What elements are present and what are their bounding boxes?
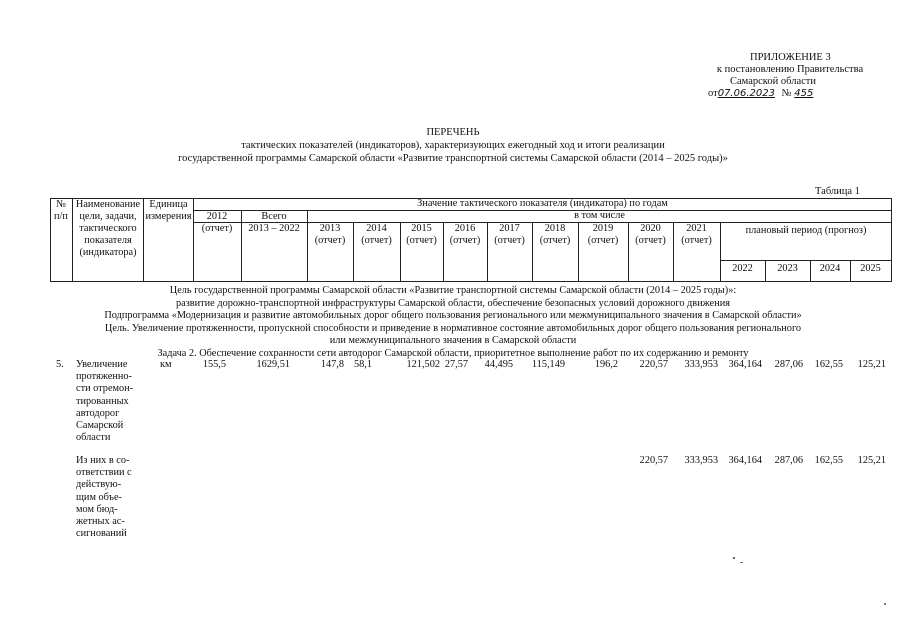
value-cell: 364,164 (728, 359, 762, 370)
table-header (50, 198, 892, 282)
goal-line-2: развитие дорожно-транспортной инфраструктуры Самарской области, обеспечение безопасных условий дорожного движения (176, 297, 730, 309)
scan-speck (740, 562, 743, 563)
header-plan-2025: 2025 (860, 263, 881, 274)
value-cell: 115,149 (531, 359, 565, 370)
header-plan-2023: 2023 (777, 263, 798, 274)
header-2012: 2012 (отчет) (201, 211, 233, 234)
value-cell: 287,06 (774, 455, 803, 466)
appendix-block (690, 52, 890, 100)
value-cell: 364,164 (728, 455, 762, 466)
handwritten-date: 07.06.2023 (717, 88, 775, 99)
header-2015: 2015 (отчет) (406, 223, 437, 246)
value-cell: 58,1 (353, 359, 372, 370)
appendix-line2: к постановлению Правительства (716, 64, 864, 75)
value-cell: 162,55 (814, 359, 843, 370)
appendix-line3: Самарской области (730, 76, 816, 87)
appendix-title: ПРИЛОЖЕНИЕ 3 (750, 52, 831, 63)
value-cell: 333,953 (684, 359, 718, 370)
row-5-name: Увеличение протяженно- сти отремон- тированных автодорог Самарской области (76, 359, 134, 444)
header-2019: 2019 (отчет) (587, 223, 619, 246)
header-values: Значение тактического показателя (индикатора) по годам (417, 198, 668, 209)
value-cell: 125,21 (857, 455, 886, 466)
value-cell: 1629,51 (256, 359, 290, 370)
value-cell: 155,5 (202, 359, 226, 370)
value-cell: 333,953 (684, 455, 718, 466)
value-cell: 220,57 (639, 359, 668, 370)
row-sub-name: Из них в со- ответствии с действую- щим объе- мом бюд- жетных ас- сигнований (76, 455, 132, 540)
header-plan-2022: 2022 (732, 263, 753, 274)
appendix-date-line (690, 88, 890, 100)
value-cell: 147,8 (320, 359, 344, 370)
value-cell: 162,55 (814, 455, 843, 466)
header-name: Наименование цели, задачи, тактического показателя (индикатора) (75, 199, 141, 258)
value-cell: 220,57 (639, 455, 668, 466)
header-unit: Единица измерения (145, 199, 192, 222)
header-2016: 2016 (отчет) (449, 223, 481, 246)
header-2020: 2020 (отчет) (635, 223, 666, 246)
value-cell: 287,06 (774, 359, 803, 370)
value-cell: 125,21 (857, 359, 886, 370)
header-plan: плановый период (прогноз) (745, 225, 867, 236)
from-label: от (708, 88, 718, 99)
list-subtitle-1: тактических показателей (индикаторов), характеризующих ежегодный ход и итоги реализации (241, 140, 665, 151)
scan-speck (733, 557, 735, 559)
header-num: № п/п (54, 199, 68, 222)
row-5-unit: км (160, 359, 172, 370)
header-2018: 2018 (отчет) (539, 223, 571, 246)
header-2013: 2013 (отчет) (314, 223, 346, 246)
header-2021: 2021 (отчет) (681, 223, 712, 246)
aim-line-2: или межмуниципального значения в Самарской области (329, 335, 577, 346)
number-label: № (781, 88, 792, 99)
list-subtitle-2: государственной программы Самарской области «Развитие транспортной системы Самарской области (2014 – 2025 годы)» (178, 153, 728, 164)
header-2017: 2017 (отчет) (494, 223, 525, 246)
handwritten-number: 455 (794, 88, 814, 99)
subprogram-line: Подпрограмма «Модернизация и развитие автомобильных дорог общего пользования регионального или межмуниципального значения в Самарской области» (104, 310, 802, 321)
header-total: Всего 2013 – 2022 (248, 211, 300, 234)
value-cell: 27,57 (444, 359, 468, 370)
goal-line-1: Цель государственной программы Самарской области «Развитие транспортной системы Самарской области (2014 – 2025 годы)»: (169, 285, 737, 296)
row-5-num: 5. (56, 359, 64, 370)
aim-line-1: Цель. Увеличение протяженности, пропускной способности и приведение в нормативное состояние автомобильных дорог общего пользования регионального (104, 322, 802, 334)
list-title: ПЕРЕЧЕНЬ (426, 127, 480, 138)
header-2014: 2014 (отчет) (361, 223, 392, 246)
header-plan-2024: 2024 (819, 263, 841, 274)
header-in-total: в том числе (574, 210, 625, 221)
value-cell: 196,2 (594, 359, 618, 370)
scan-speck (884, 603, 886, 605)
value-cell: 44,495 (484, 359, 513, 370)
value-cell: 121,502 (406, 359, 440, 370)
table-number: Таблица 1 (815, 186, 860, 197)
task-line: Задача 2. Обеспечение сохранности сети автодорог Самарской области, приоритетное выполнение работ по их содержанию и ремонту (157, 347, 749, 359)
